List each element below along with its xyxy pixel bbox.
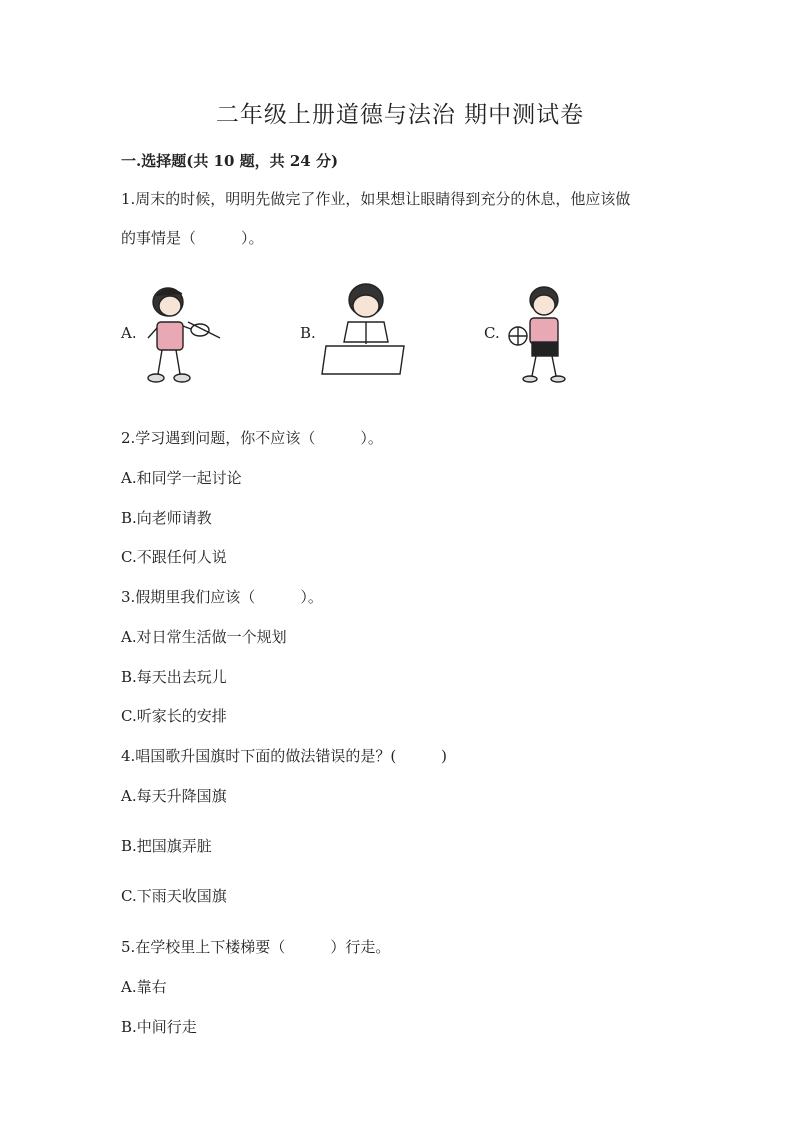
question-4-option-b: B.把国旗弄脏 (121, 837, 212, 855)
child-reading-illustration (318, 278, 408, 376)
q1-option-c-label: C. (484, 324, 500, 342)
question-2-stem: 2.学习遇到问题，你不应该（ ）。 (121, 429, 383, 447)
question-2-option-a: A.和同学一起讨论 (121, 469, 242, 487)
question-4-stem: 4.唱国歌升国旗时下面的做法错误的是？( ) (121, 747, 448, 765)
question-3-stem: 3.假期里我们应该（ ）。 (121, 588, 323, 606)
page-title: 二年级上册道德与法治 期中测试卷 (215, 102, 585, 128)
question-1-line-1: 1.周末的时候，明明先做完了作业，如果想让眼睛得到充分的休息，他应该做 (121, 190, 631, 208)
q1-option-a-label: A. (121, 324, 137, 342)
question-5-stem: 5.在学校里上下楼梯要（ ）行走。 (121, 938, 391, 956)
child-violin-illustration (138, 282, 228, 386)
question-2-option-b: B.向老师请教 (121, 509, 212, 527)
question-4-option-a: A.每天升降国旗 (121, 787, 227, 805)
question-3-option-a: A.对日常生活做一个规划 (121, 628, 287, 646)
question-5-option-a: A.靠右 (121, 978, 167, 996)
section-heading: 一.选择题(共 10 题，共 24 分) (121, 152, 339, 170)
child-basketball-illustration (500, 280, 580, 384)
question-1-line-2: 的事情是（ ）。 (121, 229, 264, 247)
question-5-option-b: B.中间行走 (121, 1018, 197, 1036)
question-4-option-c: C.下雨天收国旗 (121, 887, 227, 905)
question-2-option-c: C.不跟任何人说 (121, 548, 227, 566)
q1-option-b-label: B. (300, 324, 316, 342)
question-3-option-c: C.听家长的安排 (121, 707, 227, 725)
question-3-option-b: B.每天出去玩儿 (121, 668, 227, 686)
